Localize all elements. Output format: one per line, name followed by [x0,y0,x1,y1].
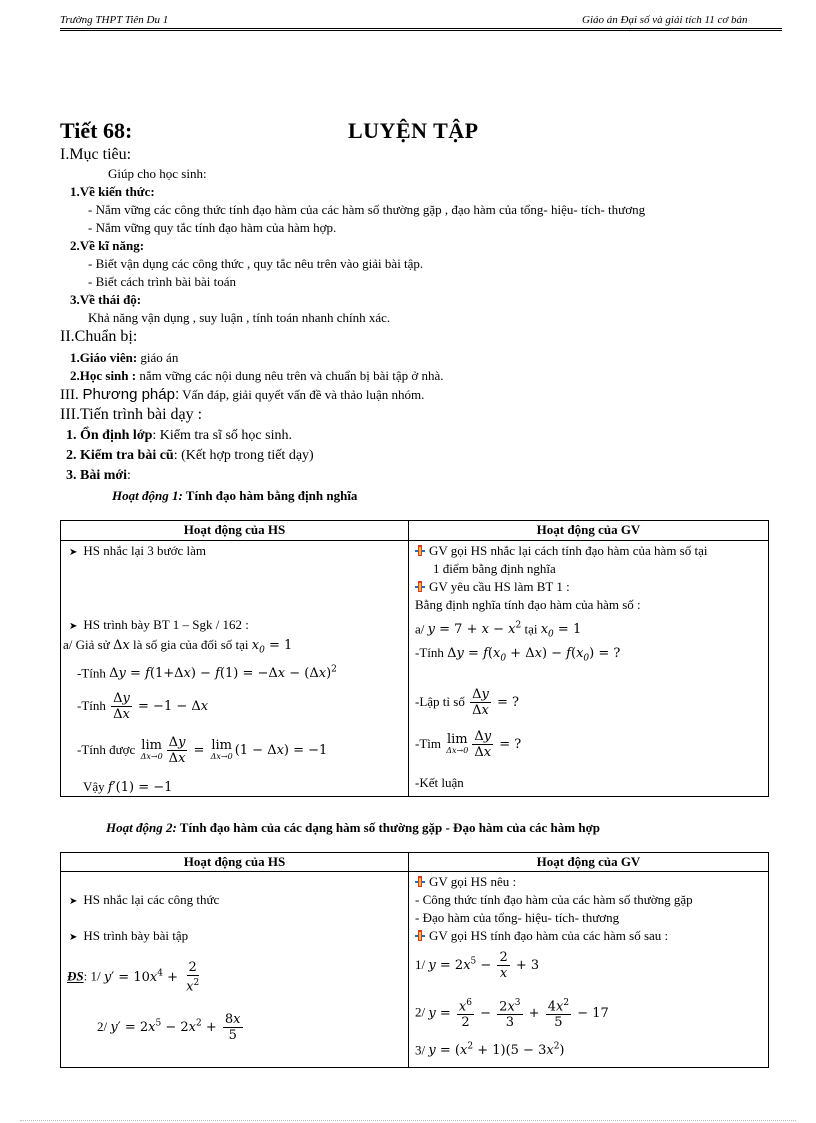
a2-hs-line-3 [67,960,203,994]
section-process-heading: III.Tiến trình bài dạy : [60,406,203,423]
section-method [60,386,424,404]
prep-teacher [70,350,178,366]
prep-student-text: nắm vững các nội dung nêu trên và chuẩn bị bài tập ở nhà. [136,368,444,383]
skills-item-2: - Biết cách trình bài bài toán [88,274,237,289]
bullet-arrow-icon: ➤ [69,621,78,632]
a1-hs-text-1: HS nhắc lại 3 bước làm [83,543,206,558]
header-course: Giáo án Đại số và giải tích 11 cơ bản [582,14,748,26]
process-item-1-text: : Kiểm tra sĩ số học sinh. [152,428,292,443]
a1-gv-line-1b: 1 điểm bằng định nghĩa [433,561,556,576]
a1-gv-text-6: -Lập tỉ số [415,694,465,709]
pushpin-icon [415,930,425,941]
a1-hs-text-3: a/ Giả sử [63,637,110,652]
activity-1-title-text: Tính đạo hàm bằng định nghĩa [182,488,358,503]
header-rule-bottom [60,30,782,31]
a2-hs-text-3: : 1/ [83,968,101,984]
section-preparation-heading: II.Chuẩn bị: [60,328,138,345]
bullet-arrow-icon: ➤ [69,547,78,558]
formula-answer-1: $y' = 10x^4$ + $\frac{2}{x^2}$ [103,960,200,995]
process-item-3-label: 3. Bài mới [66,468,128,483]
a1-hs-line-1 [69,543,206,559]
a1-hs-line-5 [77,691,208,722]
a2-gv-text-1: GV gọi HS nêu : [429,874,517,889]
formula-function-y: $y = 7 + x - x^2$ [427,621,522,638]
formula-gv-limit: lim Δx→0 $\frac{\Delta y}{\Delta x}$ = ? [446,729,522,760]
a2-hs-text-4: 2/ [97,1019,108,1034]
formula-derivative-result: f′(1) = −1 [107,780,173,795]
formula-delta-x: Δx [113,638,130,653]
formula-delta-y: $\Delta y = f(1+\Delta x) - f(1) = -\Delta x - (\Delta x)^2$ [109,665,337,682]
a1-gv-cell [409,541,769,797]
a1-gv-line-8: -Kết luận [415,775,464,790]
a1-gv-line-7 [415,729,521,760]
knowledge-label: 1.Về kiến thức: [70,184,155,199]
a1-gv-line-1 [415,543,707,559]
process-item-3-text: : [127,468,131,483]
formula-ratio: $\frac{\Delta y}{\Delta x}$ = −1 − Δx [113,691,209,722]
a1-gv-line-5 [415,645,620,664]
prep-teacher-text: giáo án [137,350,179,365]
prep-student [70,368,444,384]
a2-gv-text-5: 1/ [415,957,426,972]
a2-hs-header: Hoạt động của HS [61,853,409,872]
a2-hs-line-4 [97,1012,245,1043]
attitude-item-1: Khả năng vận dụng , suy luận , tính toán nhanh chính xác. [88,310,391,325]
process-item-1 [66,428,292,444]
page-bottom-rule [20,1120,796,1121]
formula-gv-delta-y: $\Delta y = f(x_0 + \Delta x) - f(x_0)$ = ? [447,646,621,664]
a1-gv-text-5: -Tính [415,645,444,660]
lesson-number: Tiết 68: [60,118,133,143]
formula-gv-x0: $x_0 = 1$ [540,622,582,640]
skills-item-1: - Biết vận dụng các công thức , quy tắc nêu trên vào giải bài tập. [88,256,424,271]
a2-gv-cell [409,872,769,1068]
activity-1-title-label: Hoạt động 1: [112,488,183,503]
a1-hs-line-4 [77,665,337,681]
method-heading: Phương pháp: [82,386,180,403]
a1-hs-text-6: -Tính được [77,742,136,757]
bullet-arrow-icon: ➤ [69,932,78,943]
a1-gv-line-4 [415,621,581,640]
bullet-arrow-icon: ➤ [69,896,78,907]
formula-limit: lim Δx→0 $\frac{\Delta y}{\Delta x}$ = lim Δx→0 (1 − Δx) = −1 [140,735,328,766]
a1-gv-line-3: Bằng định nghĩa tính đạo hàm của hàm số : [415,597,641,612]
pushpin-icon [415,545,425,556]
a2-gv-line-2: - Công thức tính đạo hàm của các hàm số thường gặp [415,892,693,907]
formula-exercise-2: y = $\frac{x^6}{2}$ − $\frac{2x^3}{3}$ + $\frac{4x^2}{5}$ − 17 [428,998,609,1031]
process-item-2-text: : (Kết hợp trong tiết dạy) [173,448,314,463]
a1-hs-line-6 [77,735,327,766]
header-rule-top [60,28,782,29]
a1-hs-text-3b: là số gia của đối số tại [133,637,249,652]
formula-exercise-1: $y = 2x^5$ − $\frac{2}{x}$ + 3 [428,950,540,981]
activity-2-title-label: Hoạt động 2: [106,820,177,835]
a2-hs-cell [61,872,409,1068]
a2-hs-text-2: HS trình bày bài tập [83,928,189,943]
skills-label: 2.Về kĩ năng: [70,238,145,253]
a1-hs-cell [61,541,409,797]
formula-gv-ratio: $\frac{\Delta y}{\Delta x}$ = ? [472,687,519,718]
formula-exercise-3: $y = (x^2 + 1)(5 - 3x^2)$ [428,1042,565,1059]
a1-hs-text-5: -Tính [77,698,106,713]
knowledge-item-1: - Nắm vững các công thức tính đạo hàm của các hàm số thường gặp , đạo hàm của tổng- hiệu- tích- thương [88,202,646,217]
process-item-1-label: 1. Ổn định lớp [66,428,153,443]
a2-hs-line-1 [69,892,219,908]
formula-answer-2: $y' = 2x^5 - 2x^2$ + $\frac{8x}{5}$ [110,1012,241,1043]
a1-gv-text-1: GV gọi HS nhắc lại cách tính đạo hàm của hàm số tại [429,543,708,558]
a2-gv-line-1 [415,874,516,890]
a2-gv-line-4 [415,928,668,944]
a2-gv-text-7: 3/ [415,1042,426,1058]
activity-1-table [60,520,769,797]
a1-gv-text-7: -Tìm [415,736,442,751]
process-item-2 [66,448,314,464]
header-school: Trường THPT Tiên Du 1 [60,14,169,26]
a2-gv-text-4: GV gọi HS tính đạo hàm của các hàm số sau : [429,928,669,943]
a2-gv-line-5 [415,950,539,981]
process-item-2-label: 2. Kiểm tra bài cũ [66,448,174,463]
prep-student-label: 2.Học sinh : [70,368,137,383]
method-text: Vấn đáp, giải quyết vấn đề và thảo luận nhóm. [179,387,425,402]
objectives-intro: Giúp cho học sinh: [108,166,207,181]
method-heading-roman: III. [60,387,79,403]
a2-gv-line-7 [415,1042,564,1058]
prep-teacher-label: 1.Giáo viên: [70,350,138,365]
a1-hs-text-2: HS trình bày BT 1 – Sgk / 162 : [83,617,249,632]
a2-gv-line-6 [415,996,609,1030]
a1-gv-text-2: GV yêu cầu HS làm BT 1 : [429,579,570,594]
a1-gv-header: Hoạt động của GV [409,521,769,541]
a2-hs-line-2 [69,928,188,944]
process-item-3 [66,468,131,484]
a2-answer-label: ĐS [67,968,84,984]
activity-2-title-text: Tính đạo hàm của các dạng hàm số thường gặp - Đạo hàm của các hàm hợp [176,820,601,835]
attitude-label: 3.Về thái độ: [70,292,142,307]
section-objectives-heading: I.Mục tiêu: [60,146,132,163]
a2-hs-text-1: HS nhắc lại các công thức [83,892,220,907]
a2-gv-header: Hoạt động của GV [409,853,769,872]
pushpin-icon [415,581,425,592]
activity-1-title [112,488,357,504]
a1-hs-text-7: Vậy [83,779,105,794]
a1-gv-text-4: a/ [415,621,425,637]
a1-hs-line-3 [63,637,292,656]
a1-hs-line-2 [69,617,249,633]
a1-hs-line-7 [83,779,172,795]
a1-gv-line-6 [415,687,519,718]
activity-2-table [60,852,769,1068]
a1-gv-line-2 [415,579,570,595]
a2-gv-text-6: 2/ [415,1004,426,1020]
knowledge-item-2: - Nắm vững quy tắc tính đạo hàm của hàm hợp. [88,220,337,235]
a1-hs-text-4: -Tính [77,665,106,681]
lesson-title: LUYỆN TẬP [348,118,479,143]
a2-gv-line-3: - Đạo hàm của tổng- hiệu- tích- thương [415,910,620,925]
a1-gv-text-4b: tại [524,621,538,637]
formula-x0-eq-1: $x_0 = 1$ [251,638,293,656]
pushpin-icon [415,876,425,887]
activity-2-title [106,820,600,836]
a1-hs-header: Hoạt động của HS [61,521,409,541]
